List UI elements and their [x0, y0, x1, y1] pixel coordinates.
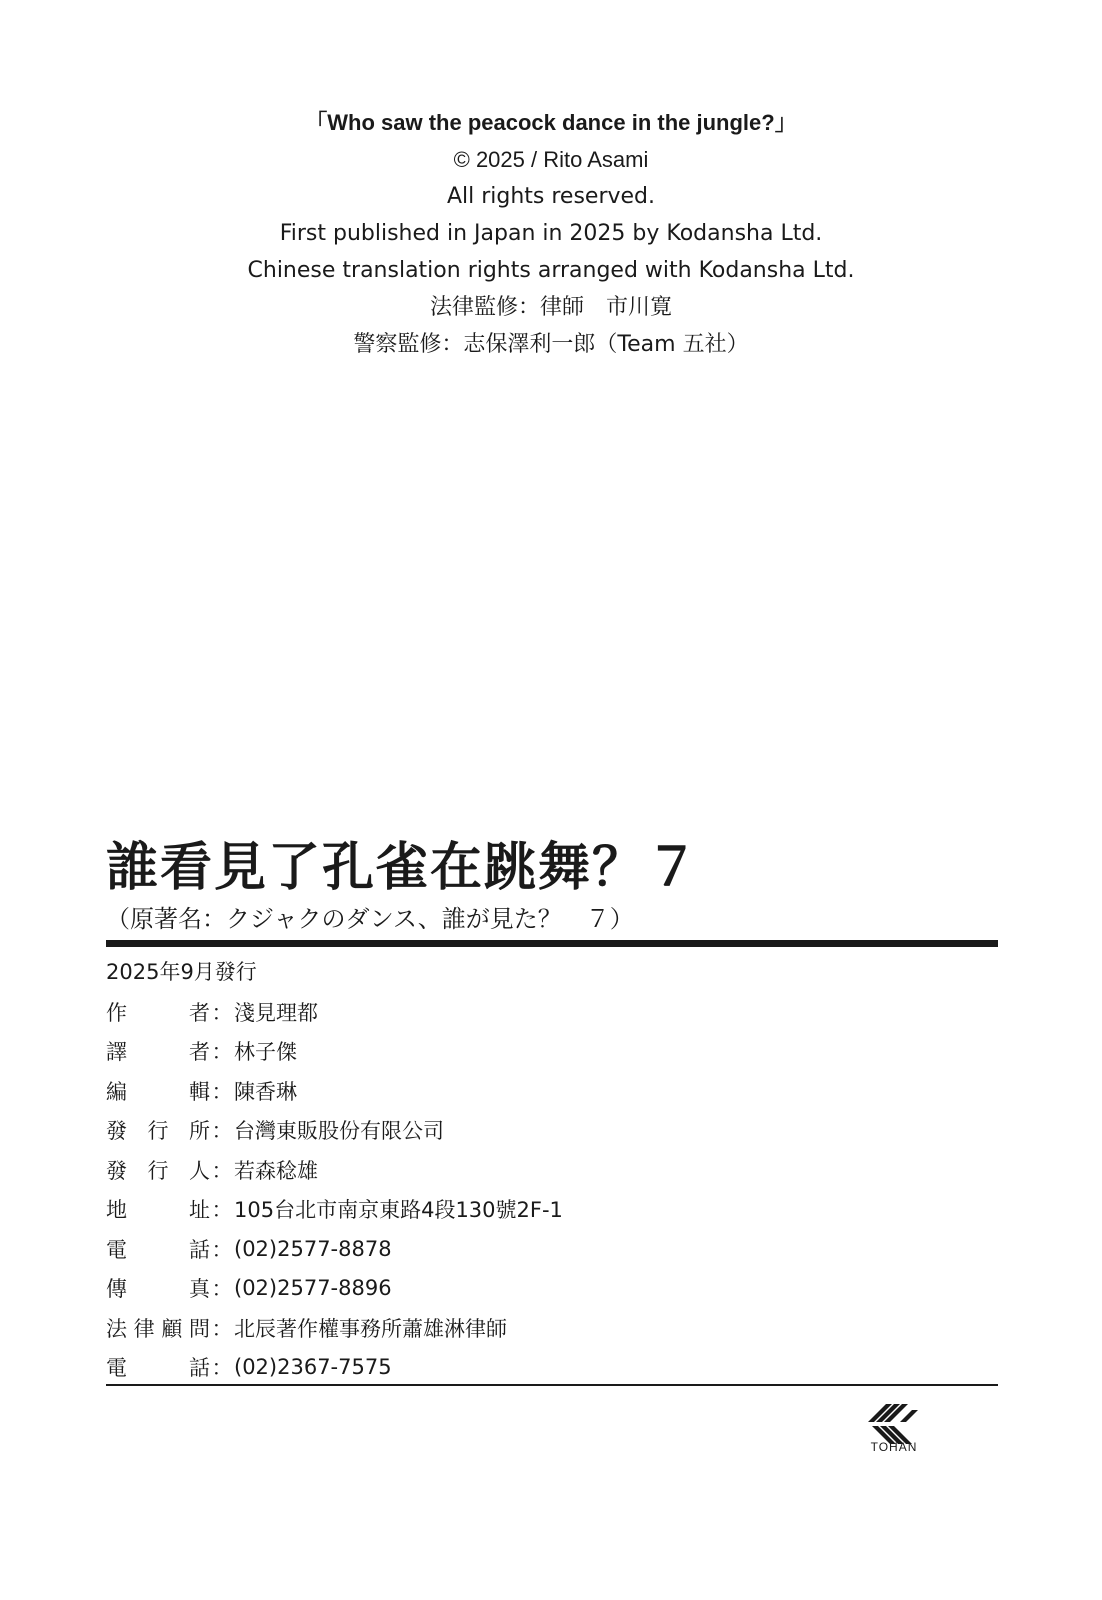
imprint-row	[106, 1229, 806, 1269]
imprint-value: 林子傑	[234, 1040, 297, 1065]
credits-block	[0, 104, 1102, 363]
imprint-value: 陳香琳	[234, 1079, 297, 1104]
imprint-value: 105台北市南京東路4段130號2F-1	[234, 1198, 563, 1223]
imprint-table	[106, 992, 806, 1387]
imprint-label-char: 電	[106, 1356, 127, 1381]
imprint-colon: ：	[211, 1316, 233, 1341]
imprint-colon: ：	[211, 1237, 233, 1262]
imprint-label	[106, 997, 210, 1027]
imprint-value: 若森稔雄	[234, 1158, 318, 1183]
imprint-label-char: 者	[189, 1000, 210, 1025]
imprint-colon: ：	[211, 1158, 233, 1183]
imprint-label-char: 者	[189, 1040, 210, 1065]
book-title: 誰看見了孔雀在跳舞？７	[106, 838, 701, 898]
imprint-label	[106, 1273, 210, 1303]
imprint-colon: ：	[211, 1040, 233, 1065]
publication-date: 2025年9月發行	[106, 960, 257, 984]
imprint-row	[106, 1348, 806, 1388]
copyright-line: © 2025 / Rito Asami	[453, 147, 649, 172]
imprint-label	[106, 1352, 210, 1382]
imprint-label	[106, 1234, 210, 1264]
imprint-label	[106, 1155, 210, 1185]
imprint-label-char: 電	[106, 1237, 127, 1262]
imprint-row	[106, 992, 806, 1032]
imprint-label-char: 傳	[106, 1277, 127, 1302]
imprint-label-char: 址	[189, 1198, 210, 1223]
imprint-label-char: 發	[106, 1119, 127, 1144]
imprint-row	[106, 1071, 806, 1111]
thin-divider	[106, 1384, 998, 1386]
imprint-label-char: 譯	[106, 1040, 127, 1065]
imprint-label-char: 發	[106, 1158, 127, 1183]
imprint-label-char: 編	[106, 1079, 127, 1104]
imprint-label-char: 地	[106, 1198, 127, 1223]
imprint-label-char: 律	[133, 1316, 155, 1341]
imprint-label-char: 行	[147, 1158, 169, 1183]
imprint-row	[106, 1269, 806, 1309]
imprint-label	[106, 1115, 210, 1145]
police-supervision-line: 警察監修：志保澤利一郎（Team 五社）	[353, 332, 749, 357]
imprint-label	[106, 1076, 210, 1106]
imprint-value: (02)2577-8878	[234, 1236, 392, 1261]
imprint-label	[106, 1313, 210, 1343]
imprint-label-char: 話	[189, 1237, 210, 1262]
imprint-colon: ：	[211, 1000, 233, 1025]
imprint-label-char: 作	[106, 1000, 127, 1025]
imprint-colon: ：	[211, 1356, 233, 1381]
imprint-row	[106, 1308, 806, 1348]
tohan-logo-text: TOHAN	[870, 1440, 918, 1454]
imprint-value: 北辰著作權事務所蕭雄淋律師	[234, 1316, 507, 1341]
imprint-value: (02)2367-7575	[234, 1355, 392, 1380]
imprint-value: 台灣東販股份有限公司	[234, 1119, 444, 1144]
imprint-label-char: 話	[189, 1356, 210, 1381]
legal-supervision-line: 法律監修：律師 市川寛	[429, 295, 672, 320]
imprint-value: 淺見理都	[234, 1000, 318, 1025]
imprint-label-char: 人	[189, 1158, 210, 1183]
original-english-title: 「Who saw the peacock dance in the jungle?」	[305, 110, 797, 135]
imprint-colon: ：	[211, 1119, 233, 1144]
imprint-value: (02)2577-8896	[234, 1276, 392, 1301]
imprint-colon: ：	[211, 1198, 233, 1223]
imprint-label	[106, 1194, 210, 1224]
imprint-label-char: 真	[189, 1277, 210, 1302]
imprint-row	[106, 1150, 806, 1190]
imprint-label-char: 法	[106, 1316, 127, 1341]
imprint-row	[106, 1032, 806, 1072]
imprint-label	[106, 1036, 210, 1066]
translation-rights-line: Chinese translation rights arranged with Kodansha Ltd.	[247, 258, 855, 283]
imprint-label-char: 輯	[189, 1079, 210, 1104]
first-published-line: First published in Japan in 2025 by Kodansha Ltd.	[279, 221, 823, 246]
imprint-label-char: 問	[188, 1316, 210, 1341]
thick-divider	[106, 940, 998, 947]
original-title: （原著名：クジャクのダンス、誰が見た？ ７）	[106, 905, 634, 933]
imprint-colon: ：	[211, 1079, 233, 1104]
imprint-label-char: 行	[147, 1119, 169, 1144]
imprint-row	[106, 1111, 806, 1151]
imprint-row	[106, 1190, 806, 1230]
imprint-label-char: 所	[189, 1119, 210, 1144]
rights-line: All rights reserved.	[446, 184, 656, 209]
imprint-colon: ：	[211, 1277, 233, 1302]
imprint-label-char: 顧	[161, 1316, 183, 1341]
